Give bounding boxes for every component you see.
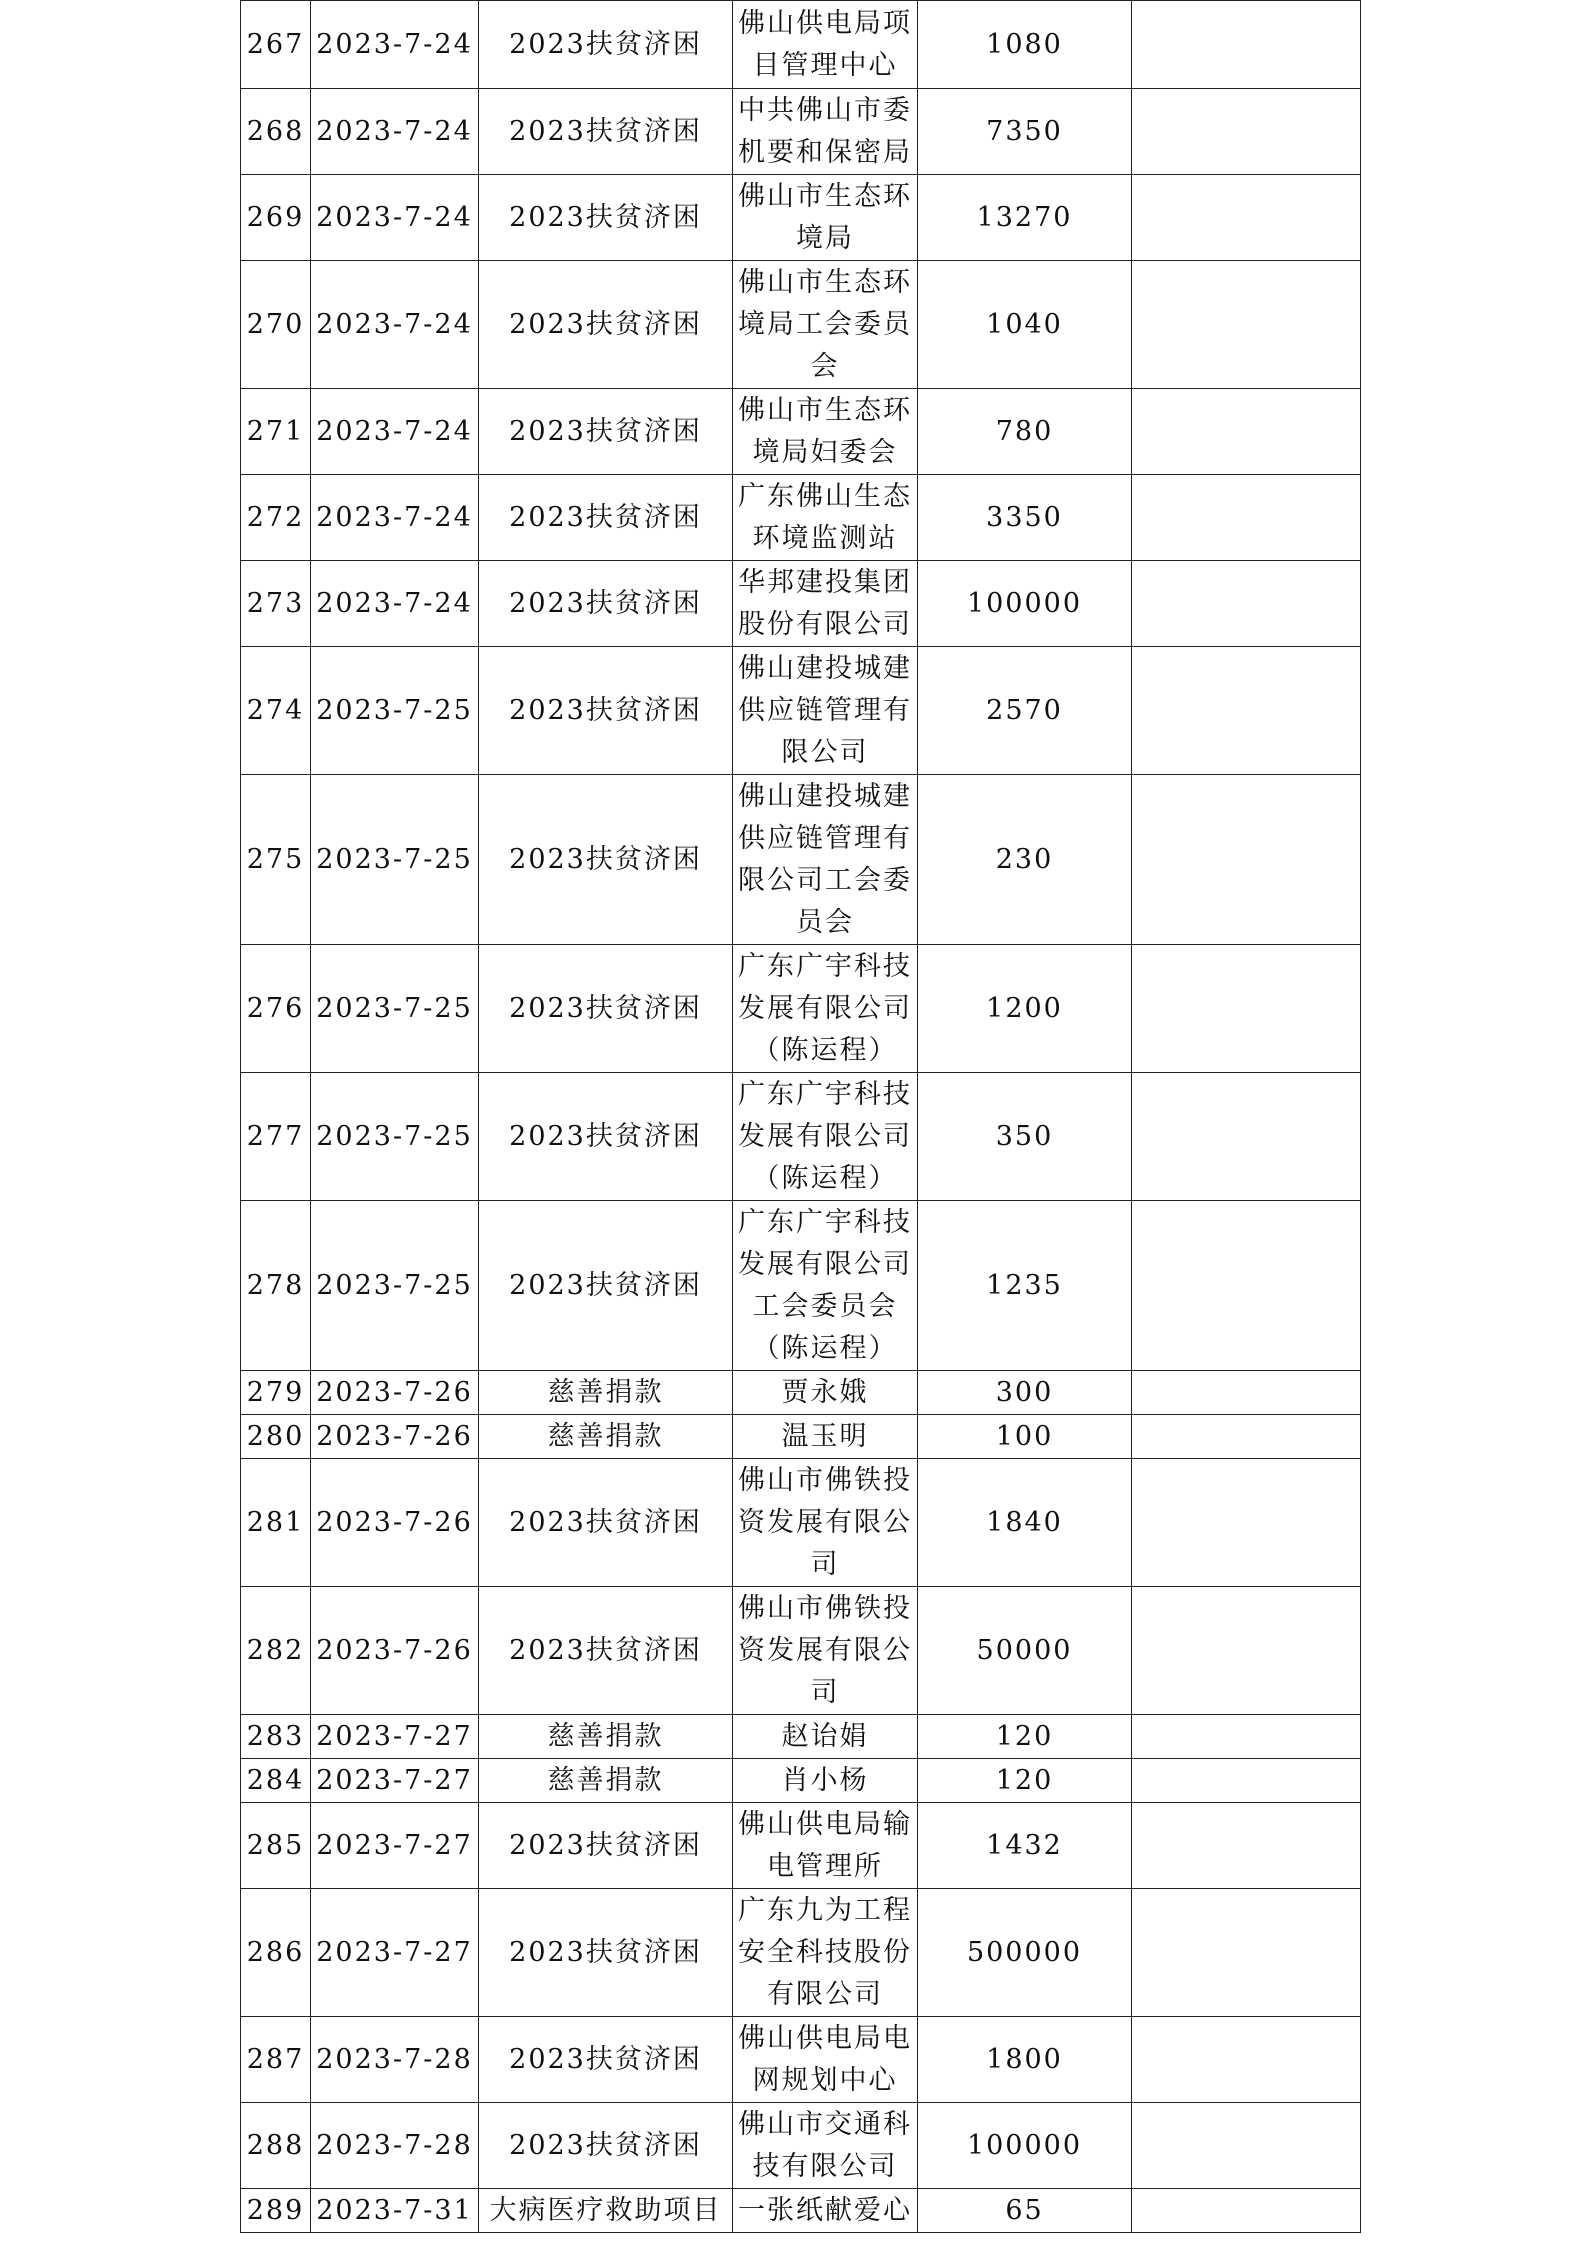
donation-date: 2023-7-24	[311, 175, 479, 261]
donor-name: 佛山市交通科技有限公司	[733, 2103, 918, 2189]
row-number: 272	[241, 475, 311, 561]
project-name: 大病医疗救助项目	[479, 2189, 733, 2233]
table-row	[241, 261, 1361, 389]
donation-table	[240, 0, 1361, 2233]
row-number: 270	[241, 261, 311, 389]
donation-amount: 120	[918, 1759, 1132, 1803]
remark	[1132, 261, 1361, 389]
remark	[1132, 1889, 1361, 2017]
table-row	[241, 89, 1361, 175]
project-name: 2023扶贫济困	[479, 1, 733, 89]
donation-amount: 100	[918, 1415, 1132, 1459]
remark	[1132, 1073, 1361, 1201]
donation-amount: 7350	[918, 89, 1132, 175]
donation-amount: 1040	[918, 261, 1132, 389]
remark	[1132, 945, 1361, 1073]
donation-date: 2023-7-24	[311, 261, 479, 389]
donation-amount: 780	[918, 389, 1132, 475]
table-row	[241, 175, 1361, 261]
donation-date: 2023-7-25	[311, 1201, 479, 1371]
donation-date: 2023-7-24	[311, 475, 479, 561]
donation-date: 2023-7-27	[311, 1803, 479, 1889]
row-number: 286	[241, 1889, 311, 2017]
project-name: 2023扶贫济困	[479, 261, 733, 389]
donation-amount: 13270	[918, 175, 1132, 261]
project-name: 2023扶贫济困	[479, 475, 733, 561]
donor-name: 温玉明	[733, 1415, 918, 1459]
table-row	[241, 2017, 1361, 2103]
donation-date: 2023-7-25	[311, 647, 479, 775]
donation-amount: 2570	[918, 647, 1132, 775]
project-name: 2023扶贫济困	[479, 389, 733, 475]
remark	[1132, 2189, 1361, 2233]
remark	[1132, 647, 1361, 775]
donation-amount: 1235	[918, 1201, 1132, 1371]
project-name: 2023扶贫济困	[479, 775, 733, 945]
donor-name: 一张纸献爱心	[733, 2189, 918, 2233]
table-row	[241, 775, 1361, 945]
project-name: 2023扶贫济困	[479, 2103, 733, 2189]
row-number: 287	[241, 2017, 311, 2103]
donation-date: 2023-7-27	[311, 1759, 479, 1803]
table-row	[241, 1073, 1361, 1201]
donation-amount: 230	[918, 775, 1132, 945]
donor-name: 华邦建投集团股份有限公司	[733, 561, 918, 647]
table-row	[241, 945, 1361, 1073]
donation-amount: 65	[918, 2189, 1132, 2233]
donation-date: 2023-7-27	[311, 1715, 479, 1759]
table-row	[241, 1201, 1361, 1371]
remark	[1132, 1759, 1361, 1803]
donation-date: 2023-7-24	[311, 561, 479, 647]
row-number: 276	[241, 945, 311, 1073]
donation-amount: 100000	[918, 2103, 1132, 2189]
donation-amount: 120	[918, 1715, 1132, 1759]
donation-amount: 1800	[918, 2017, 1132, 2103]
donor-name: 佛山市佛铁投资发展有限公司	[733, 1587, 918, 1715]
donor-name: 肖小杨	[733, 1759, 918, 1803]
remark	[1132, 389, 1361, 475]
table-row	[241, 1715, 1361, 1759]
donation-amount: 300	[918, 1371, 1132, 1415]
remark	[1132, 475, 1361, 561]
donation-date: 2023-7-24	[311, 89, 479, 175]
table-row	[241, 1, 1361, 89]
remark	[1132, 1587, 1361, 1715]
donation-amount: 100000	[918, 561, 1132, 647]
row-number: 279	[241, 1371, 311, 1415]
donation-date: 2023-7-27	[311, 1889, 479, 2017]
table-row	[241, 561, 1361, 647]
project-name: 2023扶贫济困	[479, 89, 733, 175]
remark	[1132, 1201, 1361, 1371]
donation-amount: 50000	[918, 1587, 1132, 1715]
donor-name: 佛山市生态环境局	[733, 175, 918, 261]
project-name: 2023扶贫济困	[479, 1459, 733, 1587]
row-number: 283	[241, 1715, 311, 1759]
donation-amount: 3350	[918, 475, 1132, 561]
project-name: 2023扶贫济困	[479, 1889, 733, 2017]
row-number: 271	[241, 389, 311, 475]
donation-date: 2023-7-25	[311, 775, 479, 945]
donor-name: 佛山建投城建供应链管理有限公司	[733, 647, 918, 775]
table-row	[241, 2103, 1361, 2189]
donor-name: 佛山市生态环境局工会委员会	[733, 261, 918, 389]
donor-name: 广东广宇科技发展有限公司（陈运程）	[733, 1073, 918, 1201]
donation-date: 2023-7-28	[311, 2017, 479, 2103]
table-row	[241, 1371, 1361, 1415]
project-name: 2023扶贫济困	[479, 175, 733, 261]
donation-amount: 350	[918, 1073, 1132, 1201]
project-name: 慈善捐款	[479, 1715, 733, 1759]
table-row	[241, 389, 1361, 475]
remark	[1132, 1715, 1361, 1759]
donation-date: 2023-7-25	[311, 1073, 479, 1201]
donation-amount: 1200	[918, 945, 1132, 1073]
row-number: 284	[241, 1759, 311, 1803]
donor-name: 贾永娥	[733, 1371, 918, 1415]
donation-date: 2023-7-26	[311, 1371, 479, 1415]
donor-name: 广东广宇科技发展有限公司（陈运程）	[733, 945, 918, 1073]
donation-table-body	[241, 1, 1361, 2233]
table-row	[241, 1415, 1361, 1459]
table-row	[241, 475, 1361, 561]
donation-date: 2023-7-25	[311, 945, 479, 1073]
row-number: 275	[241, 775, 311, 945]
remark	[1132, 2103, 1361, 2189]
donor-name: 佛山供电局输电管理所	[733, 1803, 918, 1889]
remark	[1132, 1803, 1361, 1889]
row-number: 274	[241, 647, 311, 775]
row-number: 277	[241, 1073, 311, 1201]
project-name: 2023扶贫济困	[479, 561, 733, 647]
remark	[1132, 1, 1361, 89]
donor-name: 佛山市佛铁投资发展有限公司	[733, 1459, 918, 1587]
row-number: 268	[241, 89, 311, 175]
row-number: 288	[241, 2103, 311, 2189]
project-name: 2023扶贫济困	[479, 1201, 733, 1371]
row-number: 285	[241, 1803, 311, 1889]
project-name: 慈善捐款	[479, 1759, 733, 1803]
donor-name: 佛山供电局电网规划中心	[733, 2017, 918, 2103]
row-number: 269	[241, 175, 311, 261]
table-row	[241, 1459, 1361, 1587]
project-name: 2023扶贫济困	[479, 1073, 733, 1201]
row-number: 267	[241, 1, 311, 89]
donation-date: 2023-7-26	[311, 1415, 479, 1459]
table-row	[241, 2189, 1361, 2233]
project-name: 2023扶贫济困	[479, 2017, 733, 2103]
row-number: 280	[241, 1415, 311, 1459]
table-row	[241, 1759, 1361, 1803]
row-number: 282	[241, 1587, 311, 1715]
project-name: 慈善捐款	[479, 1371, 733, 1415]
donation-date: 2023-7-31	[311, 2189, 479, 2233]
donor-name: 佛山建投城建供应链管理有限公司工会委员会	[733, 775, 918, 945]
donation-amount: 500000	[918, 1889, 1132, 2017]
row-number: 278	[241, 1201, 311, 1371]
remark	[1132, 175, 1361, 261]
donor-name: 广东九为工程安全科技股份有限公司	[733, 1889, 918, 2017]
donor-name: 中共佛山市委机要和保密局	[733, 89, 918, 175]
donation-date: 2023-7-26	[311, 1587, 479, 1715]
donation-date: 2023-7-28	[311, 2103, 479, 2189]
project-name: 2023扶贫济困	[479, 1587, 733, 1715]
table-row	[241, 1803, 1361, 1889]
donor-name: 广东广宇科技发展有限公司工会委员会（陈运程）	[733, 1201, 918, 1371]
remark	[1132, 1371, 1361, 1415]
donation-amount: 1840	[918, 1459, 1132, 1587]
project-name: 慈善捐款	[479, 1415, 733, 1459]
row-number: 273	[241, 561, 311, 647]
donation-date: 2023-7-24	[311, 1, 479, 89]
donor-name: 广东佛山生态环境监测站	[733, 475, 918, 561]
remark	[1132, 561, 1361, 647]
donation-amount: 1432	[918, 1803, 1132, 1889]
remark	[1132, 89, 1361, 175]
donation-amount: 1080	[918, 1, 1132, 89]
remark	[1132, 775, 1361, 945]
donation-date: 2023-7-24	[311, 389, 479, 475]
donor-name: 佛山供电局项目管理中心	[733, 1, 918, 89]
table-row	[241, 1889, 1361, 2017]
donation-date: 2023-7-26	[311, 1459, 479, 1587]
row-number: 289	[241, 2189, 311, 2233]
donor-name: 赵诒娟	[733, 1715, 918, 1759]
row-number: 281	[241, 1459, 311, 1587]
table-row	[241, 647, 1361, 775]
table-row	[241, 1587, 1361, 1715]
project-name: 2023扶贫济困	[479, 945, 733, 1073]
remark	[1132, 2017, 1361, 2103]
project-name: 2023扶贫济困	[479, 1803, 733, 1889]
remark	[1132, 1459, 1361, 1587]
remark	[1132, 1415, 1361, 1459]
donor-name: 佛山市生态环境局妇委会	[733, 389, 918, 475]
project-name: 2023扶贫济困	[479, 647, 733, 775]
